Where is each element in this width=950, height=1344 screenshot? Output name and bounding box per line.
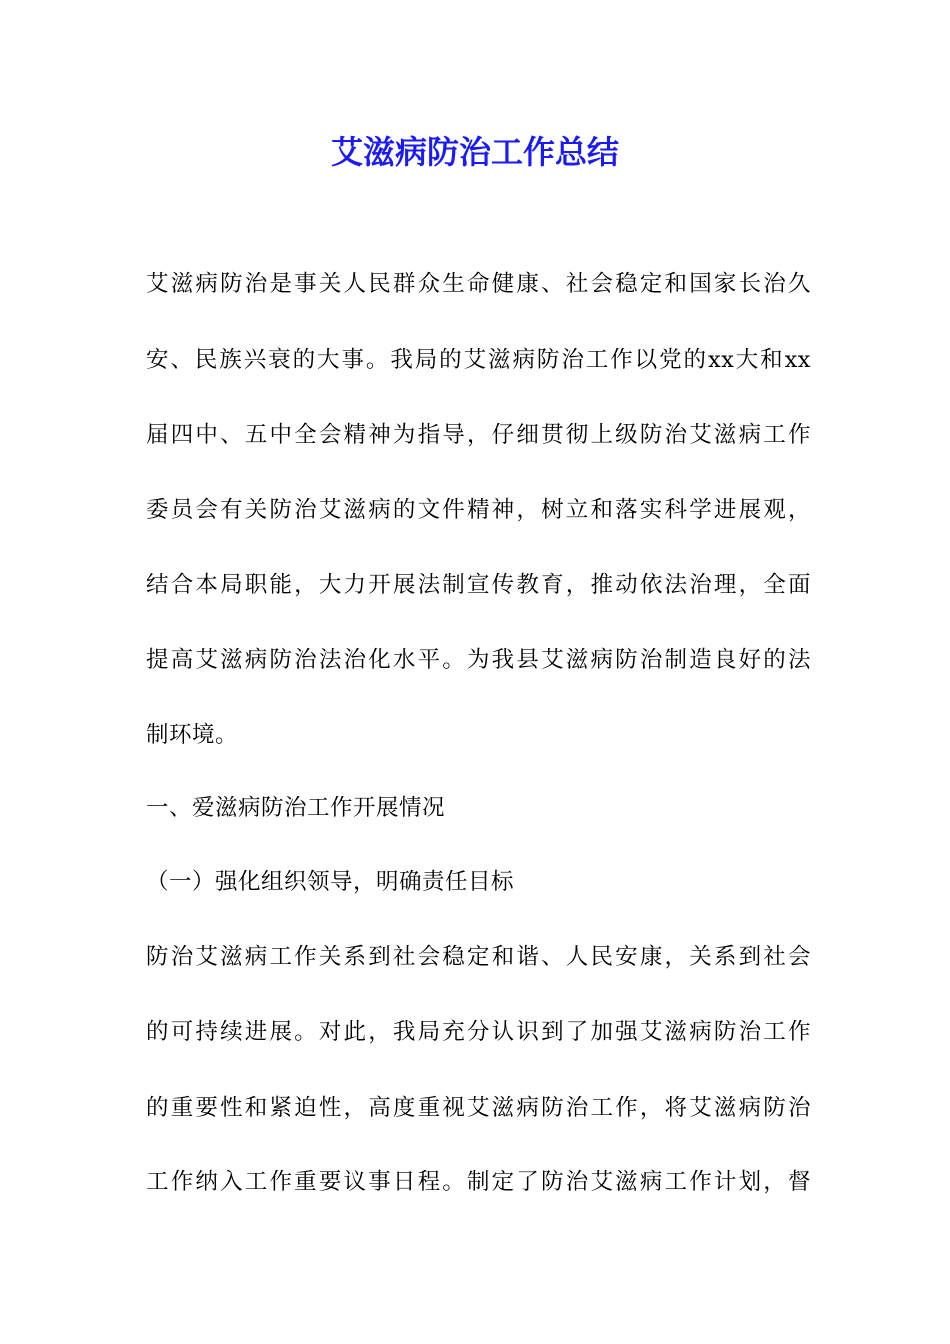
document-title: 艾滋病防治工作总结 — [330, 133, 619, 171]
paragraph-line: 艾滋病防治是事关人民群众生命健康、社会稳定和国家长治久 — [146, 271, 811, 297]
paragraph-line: 结合本局职能，大力开展法制宣传教育，推动依法治理，全面 — [146, 572, 811, 598]
paragraph-line: 的重要性和紧迫性，高度重视艾滋病防治工作，将艾滋病防治 — [146, 1095, 811, 1121]
paragraph-line: 制环境。 — [146, 722, 239, 748]
paragraph-line: 届四中、五中全会精神为指导，仔细贯彻上级防治艾滋病工作 — [146, 422, 811, 448]
paragraph-line: 防治艾滋病工作关系到社会稳定和谐、人民安康，关系到社会 — [146, 944, 811, 970]
paragraph-line: 的可持续进展。对此，我局充分认识到了加强艾滋病防治工作 — [146, 1019, 811, 1045]
paragraph-line: 工作纳入工作重要议事日程。制定了防治艾滋病工作计划，督 — [146, 1169, 811, 1195]
paragraph-line: 提高艾滋病防治法治化水平。为我县艾滋病防治制造良好的法 — [146, 647, 811, 673]
section-heading: 一、爱滋病防治工作开展情况 — [146, 795, 446, 821]
subsection-heading: （一）强化组织领导，明确责任目标 — [146, 869, 515, 895]
paragraph-line: 委员会有关防治艾滋病的文件精神，树立和落实科学进展观， — [146, 497, 811, 523]
paragraph-line: 安、民族兴衰的大事。我局的艾滋病防治工作以党的xx大和xx — [146, 347, 811, 373]
